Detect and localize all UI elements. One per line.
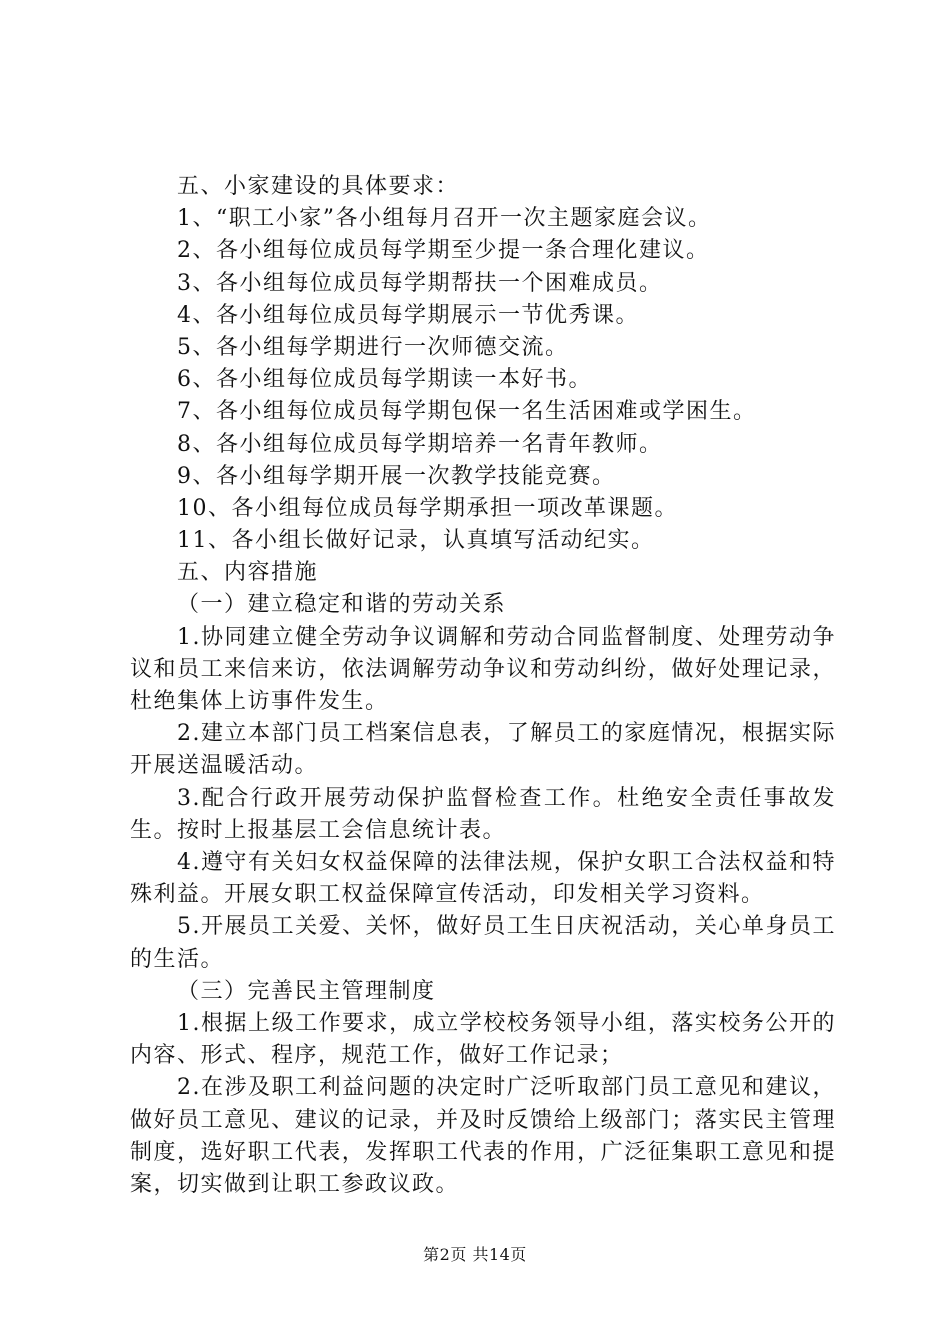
section-paragraph: 1.协同建立健全劳动争议调解和劳动合同监督制度、处理劳动争议和员工来信来访，依法调解劳动争议和劳动纠纷，做好处理记录，杜绝集体上访事件发生。 xyxy=(130,624,836,715)
section-title: （三）完善民主管理制度 xyxy=(177,978,436,1004)
requirement-item: 2、各小组每位成员每学期至少提一条合理化建议。 xyxy=(177,238,710,264)
requirement-item: 11、各小组长做好记录，认真填写活动纪实。 xyxy=(177,528,655,554)
requirement-item: 3、各小组每位成员每学期帮扶一个困难成员。 xyxy=(177,270,663,296)
measures-heading: 五、内容措施 xyxy=(177,560,319,586)
section-paragraph: 4.遵守有关妇女权益保障的法律法规，保护女职工合法权益和特殊利益。开展女职工权益保障宣传活动，印发相关学习资料。 xyxy=(130,850,836,908)
requirement-item: 7、各小组每位成员每学期包保一名生活困难或学困生。 xyxy=(177,399,757,425)
section-title: （一）建立稳定和谐的劳动关系 xyxy=(177,592,507,618)
section-paragraph: 3.配合行政开展劳动保护监督检查工作。杜绝安全责任事故发生。按时上报基层工会信息统计表。 xyxy=(130,785,836,843)
requirement-item: 1、“职工小家”各小组每月召开一次主题家庭会议。 xyxy=(177,206,712,232)
page-footer: 第2页 共14页 xyxy=(423,1245,527,1264)
section-paragraph: 2.建立本部门员工档案信息表，了解员工的家庭情况，根据实际开展送温暖活动。 xyxy=(130,721,836,779)
requirements-heading: 五、小家建设的具体要求： xyxy=(177,174,460,199)
section-paragraph: 1.根据上级工作要求，成立学校校务领导小组，落实校务公开的内容、形式、程序，规范工作，做好工作记录； xyxy=(130,1011,836,1069)
requirement-item: 4、各小组每位成员每学期展示一节优秀课。 xyxy=(177,302,639,328)
requirement-item: 10、各小组每位成员每学期承担一项改革课题。 xyxy=(177,495,678,521)
section-paragraph: 2.在涉及职工利益问题的决定时广泛听取部门员工意见和建议，做好员工意见、建议的记录，并及时反馈给上级部门；落实民主管理制度，选好职工代表，发挥职工代表的作用，广泛征集职工意见和提案，切实做到让职工参政议政。 xyxy=(130,1075,836,1198)
requirement-item: 8、各小组每位成员每学期培养一名青年教师。 xyxy=(177,431,663,457)
requirement-item: 6、各小组每位成员每学期读一本好书。 xyxy=(177,367,592,393)
requirement-item: 5、各小组每学期进行一次师德交流。 xyxy=(177,334,569,360)
section-paragraph: 5.开展员工关爱、关怀，做好员工生日庆祝活动，关心单身员工的生活。 xyxy=(130,914,836,972)
document-body xyxy=(130,171,836,1201)
requirement-item: 9、各小组每学期开展一次教学技能竞赛。 xyxy=(177,463,616,489)
